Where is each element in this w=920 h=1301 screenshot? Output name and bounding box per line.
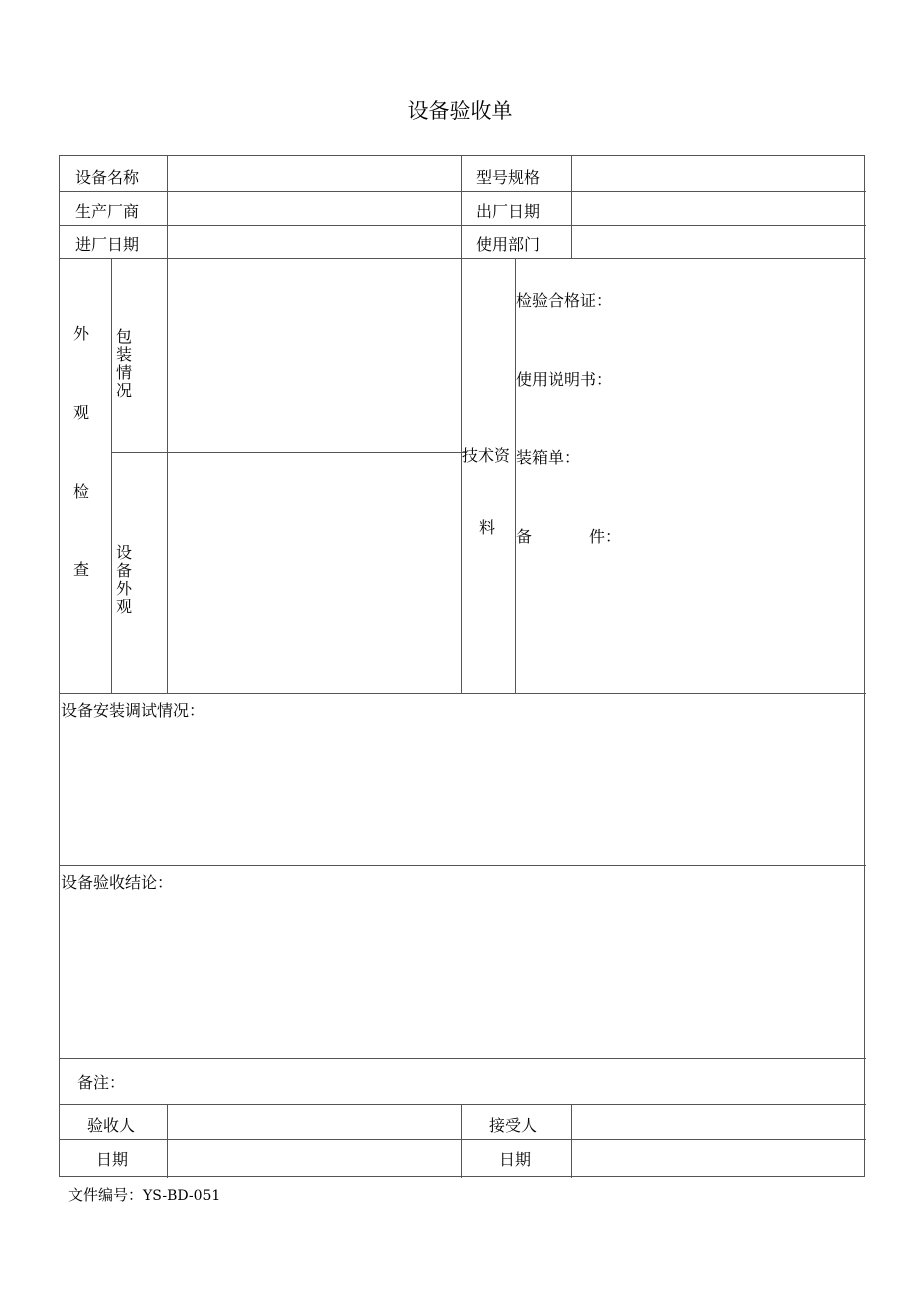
production-date-label: 出厂日期 (476, 202, 541, 221)
appearance-char-3: 检 (73, 482, 90, 501)
manual-label: 使用说明书： (516, 370, 613, 389)
appearance-char-4: 查 (73, 560, 90, 579)
document-number-label: 文件编号： (68, 1186, 144, 1204)
receiver-label: 接受人 (489, 1116, 538, 1135)
conclusion-label: 设备验收结论： (61, 873, 174, 892)
receiver-date-field[interactable] (572, 1140, 864, 1176)
col-divider (461, 1104, 462, 1178)
acceptance-form (59, 155, 865, 1177)
installation-label: 设备安装调试情况： (61, 701, 206, 720)
col-divider (515, 258, 516, 693)
document-number-value: YS-BD-051 (143, 1188, 221, 1204)
installation-field[interactable] (61, 724, 863, 862)
model-spec-label: 型号规格 (476, 168, 541, 187)
label-char: 装 (115, 345, 132, 364)
row-divider (60, 225, 866, 226)
document-number (68, 1184, 220, 1205)
label-char: 备 (115, 561, 132, 580)
label-char: 包 (115, 327, 132, 346)
inspector-date-field[interactable] (168, 1140, 460, 1176)
label-char: 观 (115, 597, 132, 616)
col-divider (571, 156, 572, 258)
inspector-field[interactable] (168, 1105, 460, 1138)
department-label: 使用部门 (476, 235, 541, 254)
col-divider (461, 156, 462, 258)
row-divider (60, 191, 866, 192)
col-divider (111, 258, 112, 693)
inspector-date-label: 日期 (96, 1150, 129, 1169)
tech-docs-label-line1: 技术资 (462, 446, 511, 465)
spare-parts-label-a: 备 (516, 527, 533, 546)
production-date-field[interactable] (576, 202, 860, 222)
certificate-label: 检验合格证： (516, 291, 613, 310)
spare-parts-label-b: 件： (589, 527, 622, 546)
manufacturer-field[interactable] (172, 202, 456, 222)
appearance-char-1: 外 (73, 324, 90, 343)
receiver-date-label: 日期 (499, 1150, 532, 1169)
equipment-name-field[interactable] (172, 168, 456, 188)
equipment-appearance-field[interactable] (168, 453, 460, 692)
row-divider (60, 693, 866, 694)
receiver-field[interactable] (572, 1105, 864, 1138)
form-title: 设备验收单 (407, 99, 513, 123)
conclusion-field[interactable] (61, 896, 863, 1054)
col-divider (461, 258, 462, 693)
arrival-date-field[interactable] (172, 235, 456, 255)
arrival-date-label: 进厂日期 (75, 235, 140, 254)
appearance-char-2: 观 (73, 403, 90, 422)
department-field[interactable] (576, 235, 860, 255)
label-char: 外 (115, 579, 132, 598)
manufacturer-label: 生产厂商 (75, 202, 140, 221)
row-divider (60, 865, 866, 866)
label-char: 设 (115, 543, 132, 562)
inspector-label: 验收人 (87, 1116, 136, 1135)
packaging-condition-label (114, 328, 134, 400)
model-spec-field[interactable] (576, 168, 860, 188)
tech-docs-label-line2: 料 (479, 518, 496, 537)
label-char: 情 (115, 363, 132, 382)
label-char: 况 (115, 381, 132, 400)
equipment-name-label: 设备名称 (75, 168, 140, 187)
remarks-label: 备注： (77, 1073, 126, 1092)
packing-list-label: 装箱单： (516, 448, 581, 467)
col-divider (167, 156, 168, 258)
equipment-appearance-label (114, 544, 134, 616)
row-divider (60, 1058, 866, 1059)
packaging-condition-field[interactable] (168, 259, 460, 451)
